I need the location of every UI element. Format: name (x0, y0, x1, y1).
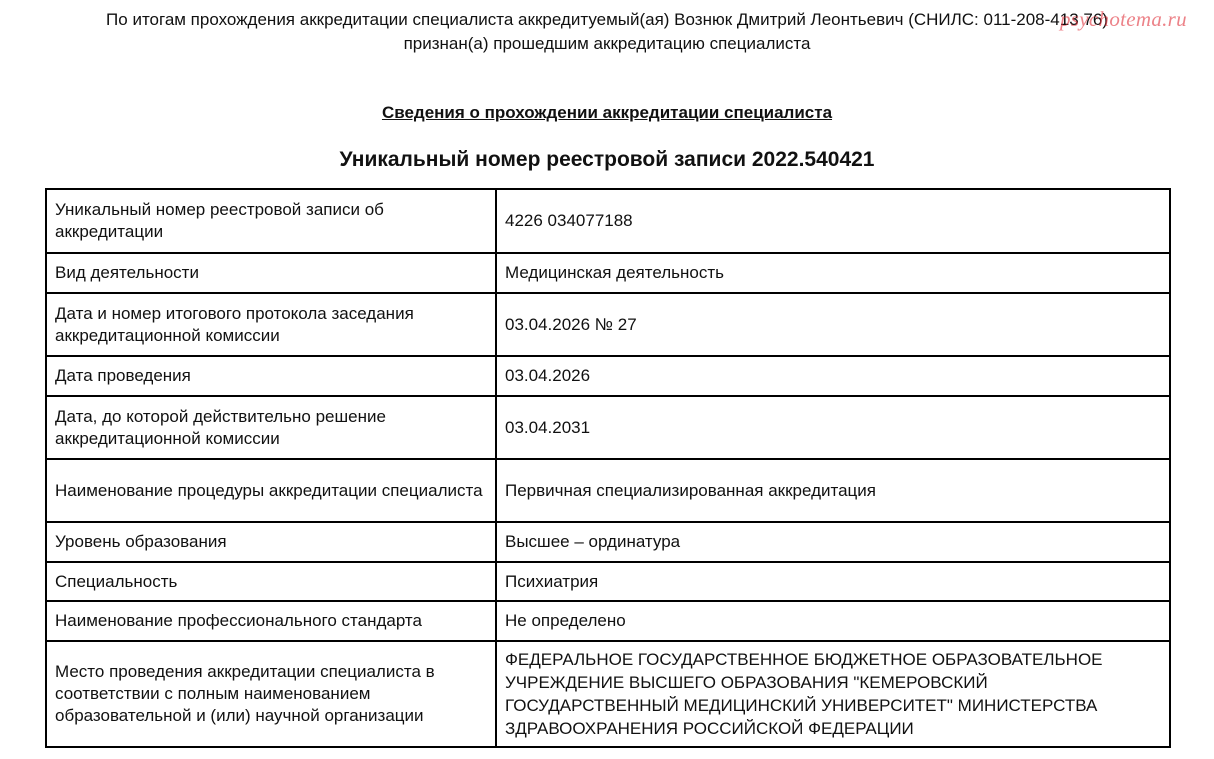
row-label: Дата, до которой действительно решение аккредитационной комиссии (46, 396, 496, 459)
table-row (46, 253, 1170, 293)
row-value: 03.04.2026 № 27 (496, 293, 1170, 356)
table-row (46, 293, 1170, 356)
row-value: ФЕДЕРАЛЬНОЕ ГОСУДАРСТВЕННОЕ БЮДЖЕТНОЕ ОБРАЗОВАТЕЛЬНОЕ УЧРЕЖДЕНИЕ ВЫСШЕГО ОБРАЗОВАНИЯ "КЕМЕРОВСКИЙ ГОСУДАРСТВЕННЫЙ МЕДИЦИНСКИЙ УНИВЕРСИТЕТ" МИНИСТЕРСТВА ЗДРАВООХРАНЕНИЯ РОССИЙСКОЙ ФЕДЕРАЦИИ (496, 641, 1170, 747)
accreditation-statement (0, 8, 1214, 56)
row-label: Наименование процедуры аккредитации специалиста (46, 459, 496, 522)
row-value: Первичная специализированная аккредитация (496, 459, 1170, 522)
accreditation-details-table (45, 188, 1171, 748)
table-row (46, 562, 1170, 601)
table-row (46, 356, 1170, 396)
record-title: Уникальный номер реестровой записи 2022.540421 (339, 148, 875, 171)
watermark: psychotema.ru (1060, 7, 1187, 31)
row-label: Специальность (46, 562, 496, 601)
row-label: Место проведения аккредитации специалиста в соответствии с полным наименованием образовательной и (или) научной организации (46, 641, 496, 747)
row-label: Наименование профессионального стандарта (46, 601, 496, 641)
row-value: Не определено (496, 601, 1170, 641)
table-row (46, 601, 1170, 641)
row-value: 4226 034077188 (496, 189, 1170, 253)
row-value: 03.04.2031 (496, 396, 1170, 459)
row-value: 03.04.2026 (496, 356, 1170, 396)
row-value: Психиатрия (496, 562, 1170, 601)
row-label: Дата и номер итогового протокола заседания аккредитационной комиссии (46, 293, 496, 356)
row-label: Вид деятельности (46, 253, 496, 293)
table-row (46, 396, 1170, 459)
row-label: Уровень образования (46, 522, 496, 562)
table-row (46, 459, 1170, 522)
row-label: Уникальный номер реестровой записи об аккредитации (46, 189, 496, 253)
section-heading: Сведения о прохождении аккредитации специалиста (381, 103, 833, 122)
row-label: Дата проведения (46, 356, 496, 396)
statement-line-1: По итогам прохождения аккредитации специалиста аккредитуемый(ая) Вознюк Дмитрий Леонтьевич (СНИЛС: 011-208-413 76) (106, 10, 1108, 29)
row-value: Высшее – ординатура (496, 522, 1170, 562)
row-value: Медицинская деятельность (496, 253, 1170, 293)
table-row (46, 189, 1170, 253)
statement-line-2: признан(а) прошедшим аккредитацию специалиста (403, 34, 811, 53)
table-row (46, 522, 1170, 562)
table-row (46, 641, 1170, 747)
